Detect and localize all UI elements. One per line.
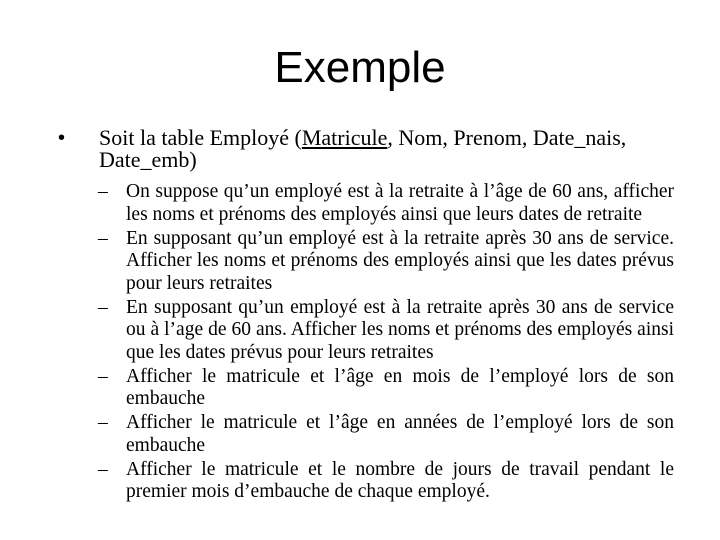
- sub-point: [98, 228, 674, 296]
- sub-point: [98, 412, 674, 457]
- primary-key-field: Matricule: [301, 125, 388, 150]
- slide-body: [58, 127, 674, 505]
- dash-icon: –: [98, 412, 108, 433]
- dash-icon: –: [98, 296, 108, 318]
- sub-point: [98, 366, 674, 411]
- sub-point-text: En supposant qu’un employé est à la retraite après 30 ans de service ou à l’age de 60 ans. Afficher les noms et prénoms des employés ainsi que les dates prévus pour leurs retraites: [126, 296, 674, 363]
- sub-point: [98, 181, 674, 226]
- dash-icon: –: [98, 458, 108, 480]
- sub-point: [98, 459, 674, 504]
- sub-point-text: Afficher le matricule et l’âge en mois de l’employé lors de son embauche: [126, 365, 674, 409]
- sub-point: [98, 297, 674, 365]
- sub-point-text: Afficher le matricule et l’âge en années de l’employé lors de son embauche: [126, 412, 674, 456]
- main-bullet-point: [58, 127, 674, 171]
- dash-icon: –: [98, 181, 108, 202]
- dash-icon: –: [98, 227, 108, 249]
- slide-title: Exemple: [274, 43, 446, 92]
- dash-icon: –: [98, 365, 108, 387]
- sub-point-list: [58, 181, 674, 504]
- sub-point-text: On suppose qu’un employé est à la retraite à l’âge de 60 ans, afficher les noms et prénoms des employés ainsi que leurs dates de retraite: [126, 181, 674, 225]
- bullet-icon: •: [58, 127, 66, 149]
- sub-point-text: Afficher le matricule et le nombre de jours de travail pendant le premier mois d’embauche de chaque employé.: [126, 458, 674, 502]
- main-point-prefix: Soit la table Employé (: [99, 125, 302, 150]
- main-point-suffix: , Nom, Prenom, Date_nais, Date_emb): [99, 125, 627, 172]
- sub-point-text: En supposant qu’un employé est à la retraite après 30 ans de service. Afficher les noms et prénoms des employés ainsi que les dates prévus pour leurs retraites: [126, 227, 674, 294]
